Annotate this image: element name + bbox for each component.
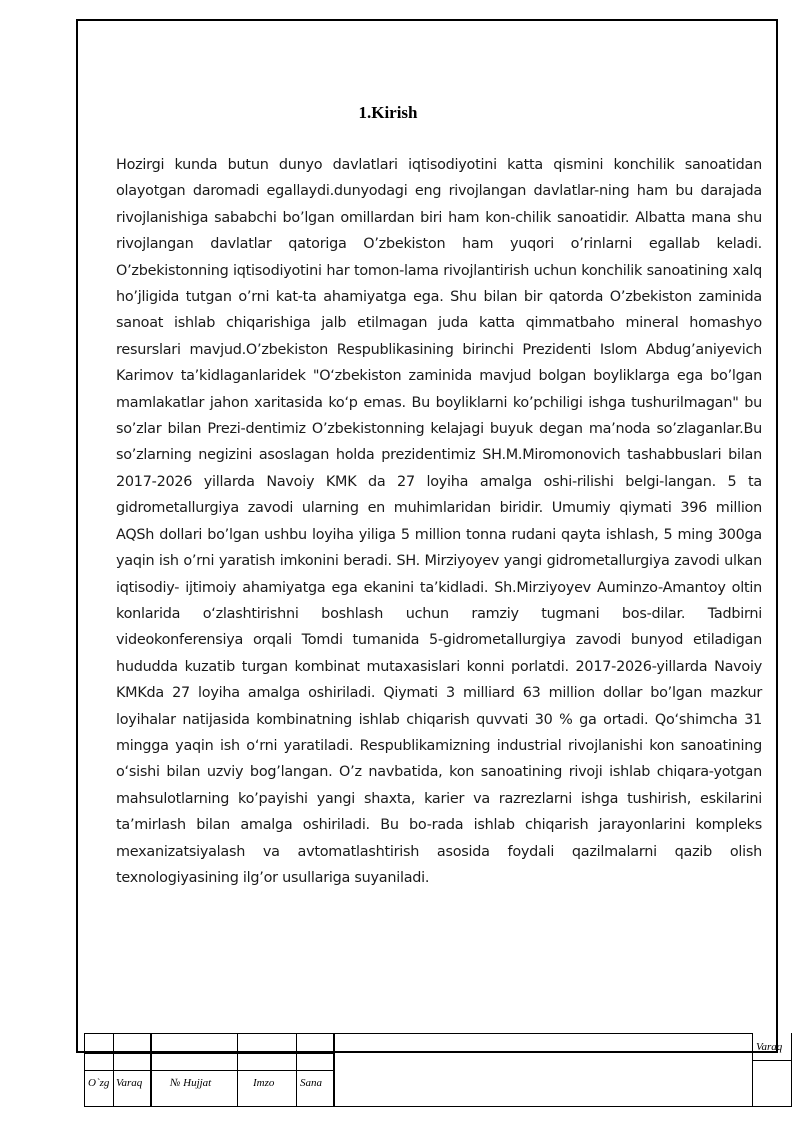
stamp-line-sheet-mid xyxy=(752,1060,792,1061)
section-heading: 1.Kirish xyxy=(358,103,418,122)
stamp-label-hujjat: № Hujjat xyxy=(170,1077,212,1089)
stamp-vline-6 xyxy=(752,1033,753,1107)
stamp-vline-2 xyxy=(150,1033,152,1107)
title-block-stamp xyxy=(84,1033,794,1107)
stamp-line-top xyxy=(84,1033,752,1034)
stamp-vline-1 xyxy=(113,1033,114,1107)
stamp-line-bottom xyxy=(84,1106,792,1107)
stamp-vline-0 xyxy=(84,1033,85,1107)
stamp-label-sana: Sana xyxy=(300,1077,322,1089)
stamp-vline-5 xyxy=(333,1033,335,1107)
stamp-vline-3 xyxy=(237,1033,238,1107)
stamp-label-varaq: Varaq xyxy=(116,1077,143,1089)
body-paragraph: Hozirgi kunda butun dunyo davlatlari iqtisodiyotini katta qismini konchilik sanoatidan olayotgan daromadi egallaydi.dunyodagi eng rivojlangan davlatlar-ning ham bu darajada rivojlanishiga sababchi bo’lgan omillardan biri ham kon-chilik sanoatidir. Albatta mana shu rivojlangan davlatlar qatoriga O’zbekiston ham yuqori o’rinlarni egallab keladi. O’zbekistonning iqtisodiyotini har tomon-lama rivojlantirish uchun konchilik sanoatining xalq ho’jligida tutgan o’rni kat-ta ahamiyatga ega. Shu bilan bir qatorda O’zbekiston zaminida sanoat ishlab chiqarishiga jalb etilmagan juda katta qimmatbaho mineral homashyo resurslari mavjud.O’zbekiston Respublikasining birinchi Prezidenti Islom Abdug’aniyevich Karimov ta’kidlaganlaridek "O‘zbekiston zaminida mavjud bolgan boyliklarga ega bo’lgan mamlakatlar jahon xaritasida ko‘p emas. Bu boyliklarni ko’pchiligi ishga tushurilmagan" bu so’zlar bilan Prezi-dentimiz O’zbekistonning kelajagi buyuk degan ma’noda so’zlaganlar.Bu so’zlarning negizini asoslagan holda prezidentimiz SH.M.Miromonovich tashabbuslari bilan 2017-2026 yillarda Navoiy KMK da 27 loyiha amalga oshi-rilishi belgi-langan. 5 ta gidrometallurgiya zavodi ularning en muhimlaridan biridir. Umumiy qiymati 396 million AQSh dollari bo’lgan ushbu loyiha yiliga 5 million tonna rudani qayta ishlash, 5 ming 300ga yaqin ish o’rni yaratish imkonini beradi. SH. Mirziyoyev yangi gidrometallurgiya zavodi ulkan iqtisodiy- ijtimoiy ahamiyatga ega ekanini ta’kidladi. Sh.Mirziyoyev Auminzo-Amantoy oltin konlarida o‘zlashtirishni boshlash uchun ramziy tugmani bos-dilar. Tadbirni videokonferensiya orqali Tomdi tumanida 5-gidrometallurgiya zavodi bunyod etiladigan hududda kuzatib turgan kombinat mutaxasislari konni porlatdi. 2017-2026-yillarda Navoiy KMKda 27 loyiha amalga oshiriladi. Qiymati 3 milliard 63 million dollar bo’lgan mazkur loyihalar natijasida kombinatning ishlab chiqarish quvvati 30 % ga ortadi. Qo‘shimcha 31 mingga yaqin ish o‘rni yaratiladi. Respublikamizning industrial rivojlanishi kon sanoatining o‘sishi bilan uzviy bog’langan. O’z navbatida, kon sanoatining rivoji ishlab chiqara-yotgan mahsulotlarning ko’payishi yangi shaxta, karier va razrezlarni ishga tushirish, eskilarini ta’mirlash bilan amalga oshiriladi. Bu bo-rada ishlab chiqarish jarayonlarini kompleks mexanizatsiyalash va avtomatlashtirish asosida foydali qazilmalarni qazib olish texnologiyasining ilg’or usullariga suyaniladi. xyxy=(116,157,762,886)
stamp-label-imzo: Imzo xyxy=(253,1077,275,1089)
stamp-vline-4 xyxy=(296,1033,297,1107)
stamp-label-ozg: O`zg xyxy=(88,1077,110,1089)
stamp-vline-7 xyxy=(791,1033,792,1107)
stamp-label-sheet: Varaq xyxy=(756,1041,783,1053)
